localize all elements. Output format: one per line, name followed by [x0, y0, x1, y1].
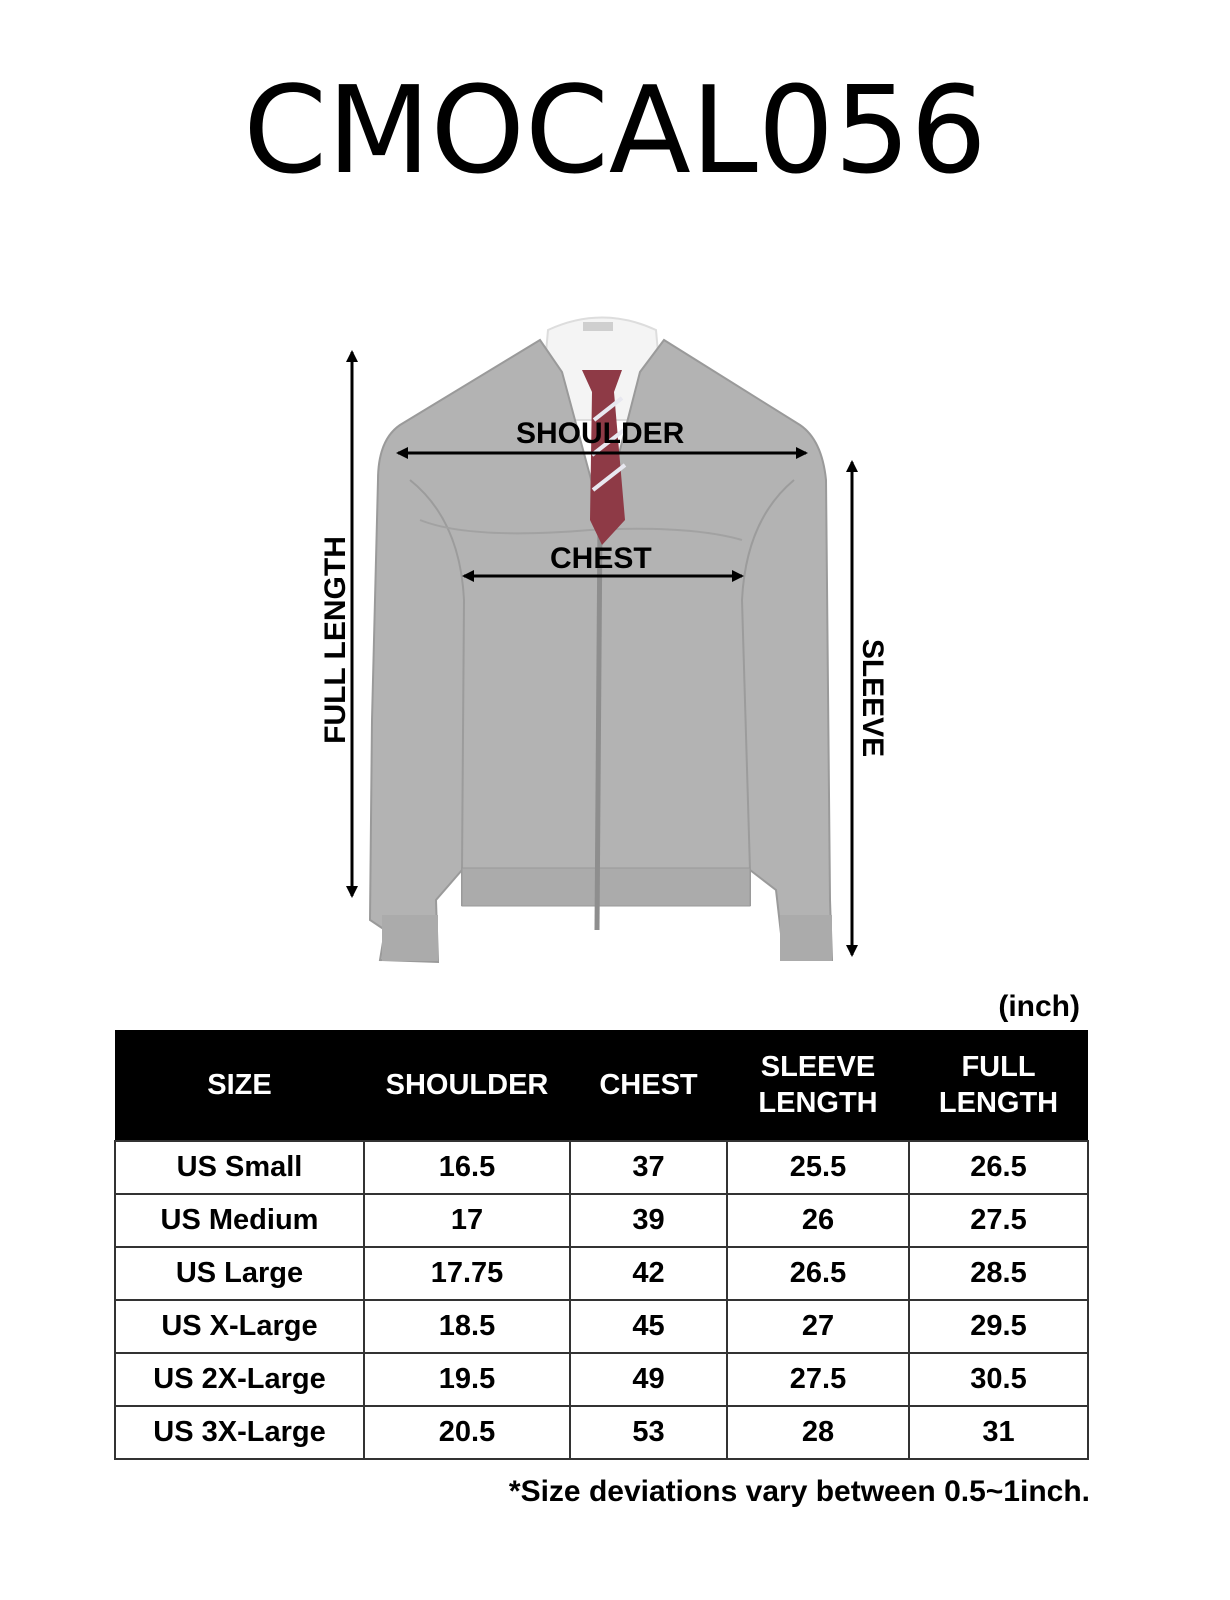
chest-cell: 45	[570, 1300, 727, 1353]
table-header-row	[115, 1030, 1088, 1141]
size-deviation-note: *Size deviations vary between 0.5~1inch.	[508, 1475, 1090, 1508]
size-cell: US 3X-Large	[115, 1406, 364, 1459]
full-length-cell: 26.5	[909, 1141, 1088, 1194]
size-cell: US Large	[115, 1247, 364, 1300]
shoulder-label: SHOULDER	[516, 417, 685, 450]
full-length-cell: 29.5	[909, 1300, 1088, 1353]
full-length-cell: 27.5	[909, 1194, 1088, 1247]
table-row	[115, 1247, 1088, 1300]
header-full-length: FULL LENGTH	[909, 1030, 1088, 1141]
sleeve-length-cell: 28	[727, 1406, 909, 1459]
chest-cell: 49	[570, 1353, 727, 1406]
sleeve-length-cell: 27	[727, 1300, 909, 1353]
sleeve-length-cell: 27.5	[727, 1353, 909, 1406]
unit-label: (inch)	[998, 990, 1080, 1023]
sleeve-length-cell: 26	[727, 1194, 909, 1247]
left-cuff	[382, 915, 438, 961]
header-chest: CHEST	[570, 1030, 727, 1141]
size-cell: US X-Large	[115, 1300, 364, 1353]
header-size: SIZE	[115, 1030, 364, 1141]
table-row	[115, 1194, 1088, 1247]
shoulder-cell: 18.5	[364, 1300, 570, 1353]
size-cell: US 2X-Large	[115, 1353, 364, 1406]
table-row	[115, 1353, 1088, 1406]
chest-cell: 37	[570, 1141, 727, 1194]
chest-cell: 39	[570, 1194, 727, 1247]
right-cuff	[780, 915, 832, 961]
shoulder-cell: 20.5	[364, 1406, 570, 1459]
shoulder-cell: 17	[364, 1194, 570, 1247]
sleeve-label: SLEEVE	[856, 638, 889, 758]
full-length-cell: 30.5	[909, 1353, 1088, 1406]
shoulder-cell: 16.5	[364, 1141, 570, 1194]
shoulder-cell: 17.75	[364, 1247, 570, 1300]
waistband	[462, 868, 750, 906]
page-title: CMOCAL056	[243, 62, 987, 201]
chest-label: CHEST	[550, 542, 652, 575]
size-cell: US Small	[115, 1141, 364, 1194]
header-sleeve-length: SLEEVE LENGTH	[727, 1030, 909, 1141]
sleeve-length-cell: 25.5	[727, 1141, 909, 1194]
chest-cell: 42	[570, 1247, 727, 1300]
table-row	[115, 1406, 1088, 1459]
size-cell: US Medium	[115, 1194, 364, 1247]
full-length-cell: 28.5	[909, 1247, 1088, 1300]
chest-cell: 53	[570, 1406, 727, 1459]
table-row	[115, 1300, 1088, 1353]
size-chart-table	[114, 1030, 1089, 1460]
shoulder-cell: 19.5	[364, 1353, 570, 1406]
header-shoulder: SHOULDER	[364, 1030, 570, 1141]
sleeve-length-cell: 26.5	[727, 1247, 909, 1300]
zipper	[597, 520, 600, 930]
table-row	[115, 1141, 1088, 1194]
full-length-cell: 31	[909, 1406, 1088, 1459]
collar-tag	[583, 322, 613, 331]
full-length-label: FULL LENGTH	[319, 536, 352, 744]
